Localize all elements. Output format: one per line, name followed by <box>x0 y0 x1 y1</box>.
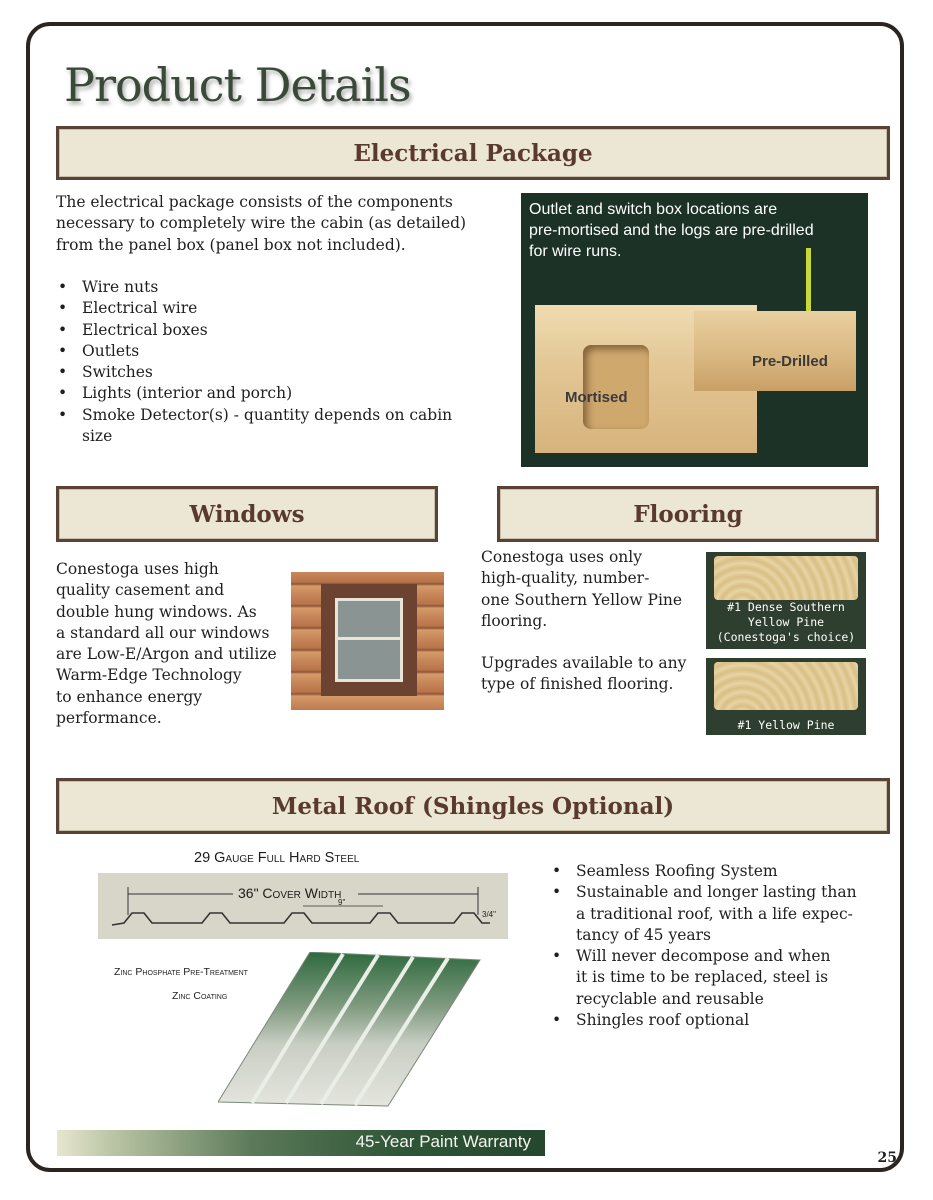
window-photo <box>291 572 444 710</box>
flooring-upgrade-text <box>481 653 711 696</box>
list-item: • Electrical wire <box>56 298 486 319</box>
flooring-upgrade-line: Upgrades available to any <box>481 654 687 672</box>
list-item: • Switches <box>56 362 486 383</box>
list-item <box>550 946 880 1010</box>
roof-bullet-line: • Will never decompose and when <box>576 947 831 966</box>
roof-bullet-line: • Shingles roof optional <box>576 1011 750 1030</box>
flooring-text <box>481 547 701 632</box>
list-item <box>550 1010 880 1031</box>
roof-bullet-line: • Seamless Roofing System <box>576 862 778 880</box>
flooring-upgrade-line: type of finished flooring. <box>481 675 674 694</box>
electrical-intro-line: from the panel box (panel box not included). <box>56 235 406 254</box>
wood-label-line: (Conestoga's choice) <box>716 630 856 644</box>
windows-text-line: Conestoga uses high <box>56 560 219 578</box>
page-number: 25 <box>877 1150 897 1166</box>
electrical-intro-line: necessary to completely wire the cabin (as detailed) <box>56 214 467 233</box>
windows-text <box>56 559 291 729</box>
list-item <box>550 861 880 882</box>
warranty-text: 45-Year Paint Warranty <box>355 1132 531 1151</box>
roof-heading-text: Metal Roof (Shingles Optional) <box>271 792 675 820</box>
caption-line: Outlet and switch box locations are <box>529 201 778 218</box>
windows-heading-text: Windows <box>189 500 305 528</box>
windows-text-line: to enhance energy <box>56 687 203 706</box>
electrical-intro <box>56 192 506 256</box>
dense-pine-photo <box>706 552 866 649</box>
rib-spacing-label: 9" <box>338 898 346 907</box>
flooring-text-line: Conestoga uses only <box>481 548 642 566</box>
yellow-pine-photo <box>706 658 866 735</box>
roof-bullet-line: it is time to be replaced, steel is <box>576 968 829 987</box>
caption-line: for wire runs. <box>529 243 622 260</box>
gauge-label: 29 Gauge Full Hard Steel <box>194 850 360 866</box>
roof-profile-diagram <box>98 873 508 939</box>
coating-label-zinc-phosphate: Zinc Phosphate Pre-Treatment <box>114 966 248 978</box>
wood-board <box>714 662 858 710</box>
roof-panel-shape <box>218 952 480 1106</box>
list-item: • Electrical boxes <box>56 320 486 341</box>
page-title: Product Details <box>64 58 411 112</box>
electrical-item-list <box>56 277 486 447</box>
flooring-heading-text: Flooring <box>633 500 743 528</box>
roof-bullet-line: tancy of 45 years <box>576 925 711 944</box>
dense-pine-label <box>706 600 866 645</box>
panel-profile-line <box>112 913 490 925</box>
cover-width-label: 36" Cover Width <box>238 885 342 901</box>
windows-text-line: Warm-Edge Technology <box>56 666 242 685</box>
electrical-heading <box>56 126 890 180</box>
roof-panel-illustration <box>218 952 490 1112</box>
warranty-bar <box>57 1130 545 1156</box>
roof-bullet-line: recyclable and reusable <box>576 989 764 1008</box>
yellow-pine-label: #1 Yellow Pine <box>737 718 835 732</box>
windows-text-line: performance. <box>56 709 162 728</box>
wood-label-line: #1 Dense Southern <box>727 600 845 614</box>
windows-text-line: double hung windows. As <box>56 602 257 621</box>
roof-profile-svg <box>98 873 508 939</box>
list-item: • Outlets <box>56 341 486 362</box>
flooring-text-line: one Southern Yellow Pine <box>481 590 683 609</box>
list-item: • Smoke Detector(s) - quantity depends on cabin size <box>56 405 486 448</box>
window-glass <box>335 598 403 682</box>
list-item <box>550 882 880 946</box>
pre-drilled-log <box>694 311 856 391</box>
list-item: • Lights (interior and porch) <box>56 383 486 404</box>
flooring-heading <box>497 486 879 542</box>
electrical-heading-text: Electrical Package <box>353 139 593 167</box>
windows-text-line: are Low-E/Argon and utilize <box>56 645 277 664</box>
roof-heading <box>56 778 890 834</box>
windows-text-line: quality casement and <box>56 581 225 600</box>
roof-bullet-line: • Sustainable and longer lasting than <box>576 883 857 902</box>
mortised-label: Mortised <box>565 389 628 406</box>
pre-drilled-label: Pre-Drilled <box>752 353 828 370</box>
list-item: • Wire nuts <box>56 277 486 298</box>
caption-line: pre-mortised and the logs are pre-drilled <box>529 222 814 239</box>
wood-board <box>714 556 858 600</box>
wood-label-line: Yellow Pine <box>747 615 825 629</box>
coating-label-zinc: Zinc Coating <box>172 990 228 1002</box>
flooring-text-line: high-quality, number- <box>481 569 650 588</box>
flooring-text-line: flooring. <box>481 611 548 630</box>
electrical-photo <box>521 193 868 467</box>
windows-text-line: a standard all our windows <box>56 623 270 642</box>
windows-heading <box>56 486 438 542</box>
rib-height-label: 3/4" <box>482 910 496 919</box>
roof-bullet-list <box>550 861 880 1031</box>
mortise-hole <box>583 345 649 429</box>
electrical-intro-line: The electrical package consists of the components <box>56 193 453 211</box>
roof-bullet-line: a traditional roof, with a life expec- <box>576 904 853 923</box>
